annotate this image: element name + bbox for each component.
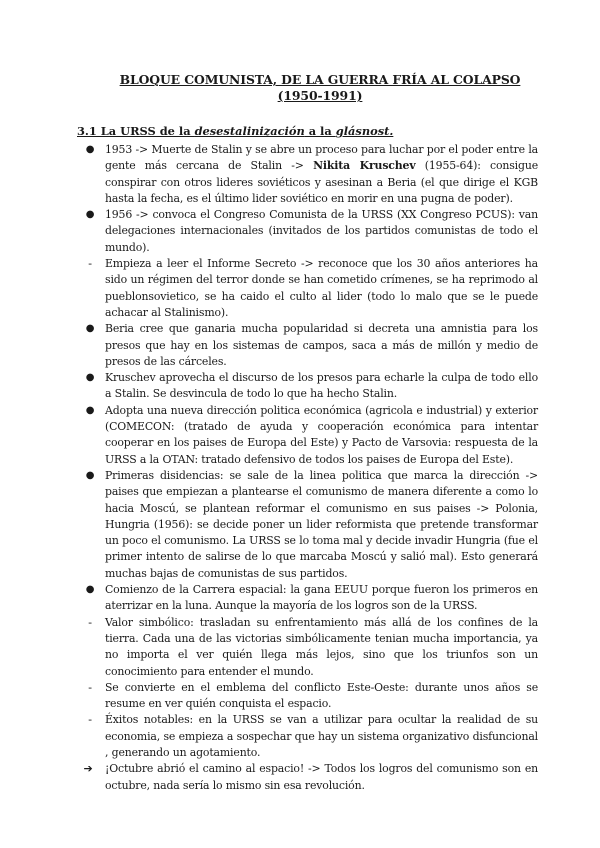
section-heading — [77, 124, 538, 139]
dash-icon: - — [88, 680, 92, 694]
section-heading-middle: a la — [304, 124, 336, 138]
dash-icon: - — [88, 257, 92, 271]
list-item — [80, 370, 538, 403]
bullet-icon: ● — [85, 584, 95, 596]
section-heading-term-2: glásnost. — [335, 124, 394, 138]
list-item — [80, 207, 538, 256]
bullet-icon: ● — [85, 469, 95, 481]
list-item-bold-text: Nikita Kruschev — [313, 159, 416, 173]
list-item-text-tail: (1955-64): consigue conspirar con otros lideres soviéticos y asesinan a Beria (el que dirige el KGB hasta la fecha, es el último lider soviético en morir en una pugna de poder). — [105, 159, 538, 205]
list-item — [80, 761, 538, 794]
bullet-icon: ● — [85, 372, 95, 384]
notes-list — [80, 142, 538, 794]
dash-icon: - — [88, 713, 92, 727]
list-item — [80, 468, 538, 582]
list-item — [80, 403, 538, 468]
bullet-icon: ● — [85, 323, 95, 335]
list-item — [80, 142, 538, 207]
section-heading-prefix: 3.1 La URSS de la — [77, 124, 195, 138]
list-item — [80, 615, 538, 680]
list-item — [80, 680, 538, 713]
list-item — [80, 256, 538, 321]
document-title: BLOQUE COMUNISTA, DE LA GUERRA FRÍA AL COLAPSO (1950-1991) — [119, 72, 521, 103]
list-item-text: Comienzo de la Carrera espacial: la gana EEUU porque fueron los primeros en aterrizar en la luna. Aunque la mayoría de los logros son de la URSS. — [105, 583, 538, 613]
list-item-text: Éxitos notables: en la URSS se van a utilizar para ocultar la realidad de su economia, se empieza a sospechar que hay un sistema organizativo disfuncional , generando un agotamiento. — [105, 713, 538, 759]
list-item — [80, 582, 538, 615]
list-item-text: 1953 -> Muerte de Stalin y se abre un proceso para luchar por el poder entre la gente más cercana de Stalin -> — [105, 143, 538, 173]
list-item-text: Valor simbólico: trasladan su enfrentamiento más allá de los confines de la tierra. Cada una de las victorias simbólicamente tenian mucha importancia, ya no importa el ver quién llega más lejos, sino que los triunfos son un conocimiento para entender el mundo. — [105, 615, 538, 678]
list-item-text: Adopta una nueva dirección politica económica (agricola e industrial) y exterior (COMECON: (tratado de ayuda y cooperación económica para intentar cooperar en los paises de Europa del Este) y Pacto de Varsovia: respuesta de la URSS a la OTAN: tratado defensivo de todos los paises de Europa del Este). — [105, 403, 538, 466]
list-item-text: Kruschev aprovecha el discurso de los presos para echarle la culpa de todo ello a Stalin. Se desvincula de todo lo que ha hecho Stalin. — [105, 371, 538, 401]
arrow-right-icon: ➔ — [83, 762, 93, 776]
list-item-text: ¡Octubre abrió el camino al espacio! -> Todos los logros del comunismo son en octubre, nada sería lo mismo sin esa revolución. — [105, 762, 538, 792]
list-item — [80, 712, 538, 761]
list-item-text: Se convierte en el emblema del conflicto Este-Oeste: durante unos años se resume en ver quién conquista el espacio. — [105, 680, 538, 711]
bullet-icon: ● — [85, 144, 95, 155]
bullet-icon: ● — [85, 209, 95, 221]
dash-icon: - — [88, 615, 92, 629]
bullet-icon: ● — [85, 404, 95, 416]
list-item-text: Empieza a leer el Informe Secreto -> reconoce que los 30 años anteriores ha sido un régimen del terror donde se han cometido crímenes, se ha reprimodo al pueblonsovietico, se ha caido el culto al lider (todo lo malo que se le puede achacar al Stalinismo). — [105, 257, 538, 319]
list-item-text: Beria cree que ganaria mucha popularidad si decreta una amnistia para los presos que hay en los sistemas de campos, saca a más de millón y medio de presos de las cárceles. — [105, 322, 538, 368]
list-item — [80, 321, 538, 370]
list-item-text: Primeras disidencias: se sale de la linea politica que marca la dirección -> paises que empiezan a plantearse el comunismo de manera diferente a como lo hacia Moscú, se plantean reformar el comunismo en sus paises -> Polonia, Hungria (1956): se decide poner un lider reformista que pretende transformar un poco el comunismo. La URSS se lo toma mal y decide invadir Hungria (fue el primer intento de salirse de lo que marcaba Moscú y salió mal). Esto generará muchas bajas de comunistas de sus partidos. — [105, 468, 538, 580]
section-heading-term-1: desestalinización — [194, 124, 305, 138]
list-item-text: 1956 -> convoca el Congreso Comunista de la URSS (XX Congreso PCUS): van delegaciones internacionales (invitados de los partidos comunistas de todo el mundo). — [105, 208, 538, 254]
